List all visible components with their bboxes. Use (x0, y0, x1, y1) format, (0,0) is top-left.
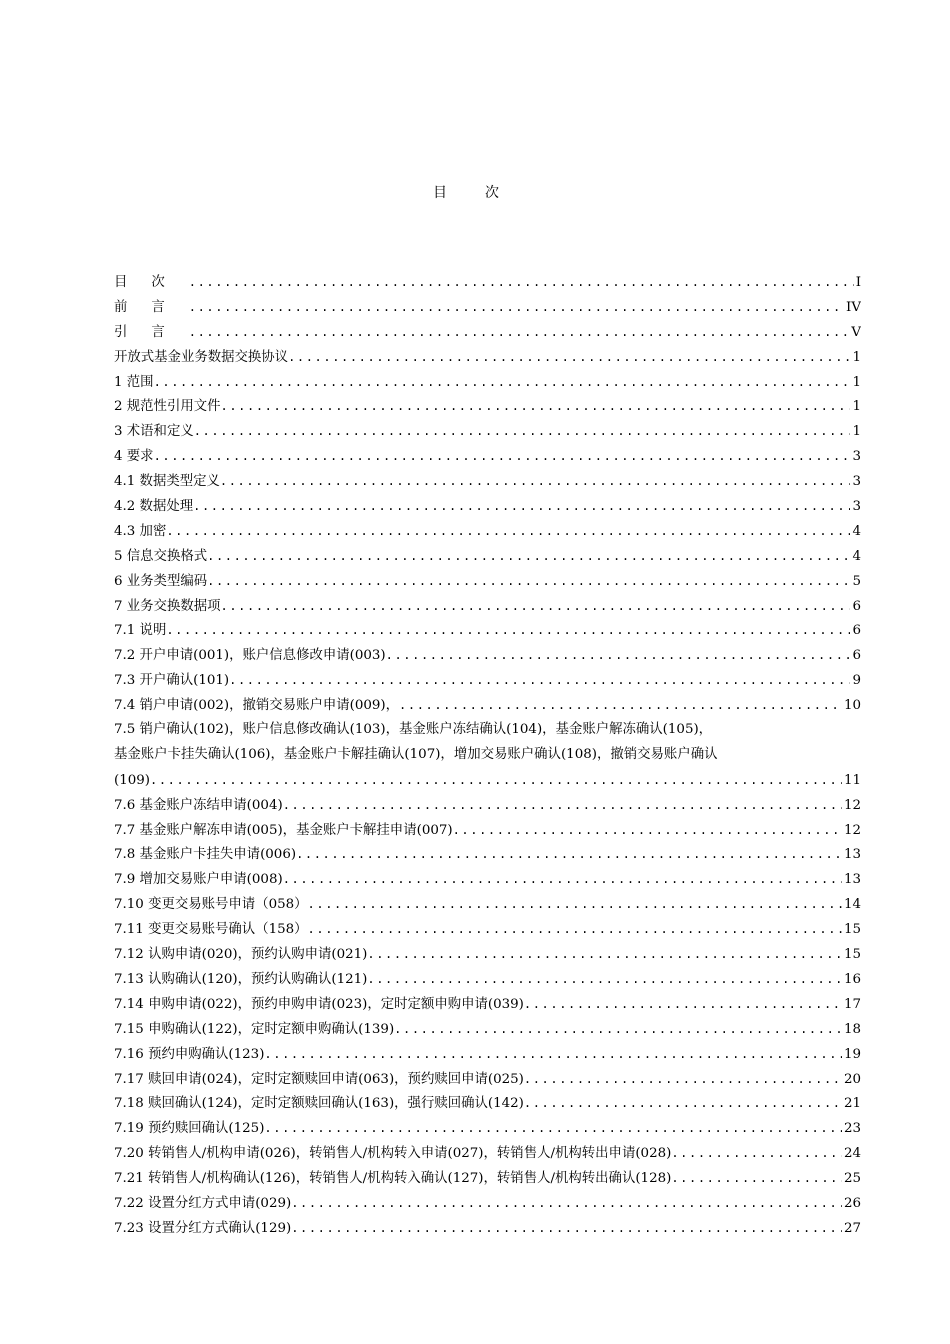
dot-leader (671, 1141, 842, 1166)
toc-entry-title: 7.7 基金账户解冻申请(005)，基金账户卡解挂申请(007) (114, 822, 453, 838)
toc-entry[interactable] (114, 1067, 861, 1092)
toc-entry-title: 7.21 转销售人/机构确认(126)，转销售人/机构转入确认(127)，转销售人/机构转出确认(128) (114, 1171, 672, 1187)
toc-entry-title: 7.3 开户确认(101) (114, 673, 230, 689)
dot-leader (264, 1116, 842, 1141)
toc-entry-page: 3 (852, 474, 861, 490)
toc-entry-page: 15 (843, 922, 861, 938)
toc-entry-title: 2 规范性引用文件 (114, 399, 221, 415)
dot-leader (229, 668, 850, 693)
toc-entry-title: 7.10 变更交易账号申请（058） (114, 897, 308, 913)
toc-entry-page: 11 (843, 772, 861, 788)
toc-entry-page: 1 (852, 349, 861, 365)
toc-entry-page: 12 (843, 822, 861, 838)
dot-leader (207, 544, 850, 569)
dot-leader (308, 892, 842, 917)
toc-entry-page: 4 (852, 523, 861, 539)
toc-entry-page: 1 (852, 399, 861, 415)
toc-entry-page: 3 (852, 499, 861, 515)
toc-entry[interactable] (114, 618, 861, 643)
toc-entry[interactable] (114, 544, 861, 569)
toc-entry[interactable] (114, 693, 861, 718)
toc-entry-title: 7.19 预约赎回确认(125) (114, 1121, 265, 1137)
toc-entry-page: 23 (843, 1121, 861, 1137)
toc-entry[interactable] (114, 818, 861, 843)
toc-entry-page: 4 (852, 548, 861, 564)
toc-entry-title: 前言 (114, 299, 189, 315)
toc-entry[interactable] (114, 370, 861, 395)
toc-entry[interactable] (114, 270, 861, 295)
toc-entry-title: 7 业务交换数据项 (114, 598, 221, 614)
toc-entry[interactable] (114, 643, 861, 668)
toc-entry-title: 5 信息交换格式 (114, 548, 208, 564)
toc-entry-page: 1 (852, 374, 861, 390)
toc-entry-title: 7.17 赎回申请(024)，定时定额赎回申请(063)，预约赎回申请(025) (114, 1071, 524, 1087)
dot-leader (524, 1067, 842, 1092)
dot-leader (308, 917, 842, 942)
toc-entry-line[interactable]: 7.5 销户确认(102)，账户信息修改确认(103)，基金账户冻结确认(104)，基金账户解冻确认(105)， (114, 722, 713, 738)
toc-entry[interactable] (114, 967, 861, 992)
toc-entry-title: 引言 (114, 324, 189, 340)
toc-entry-page: 5 (852, 573, 861, 589)
dot-leader (386, 643, 851, 668)
toc-entry-page: 6 (852, 598, 861, 614)
toc-entry-line[interactable]: 基金账户卡挂失确认(106)，基金账户卡解挂确认(107)，增加交易账户确认(108)，撤销交易账户确认 (114, 746, 718, 762)
toc-entry-page: 19 (843, 1046, 861, 1062)
toc-entry-title: 7.16 预约申购确认(123) (114, 1046, 265, 1062)
toc-entry[interactable] (114, 1191, 861, 1216)
toc-entry[interactable] (114, 569, 861, 594)
dot-leader (189, 270, 854, 295)
toc-entry[interactable] (114, 867, 861, 892)
toc-entry-title: 1 范围 (114, 374, 154, 390)
toc-entry-title: 7.15 申购确认(122)，定时定额申购确认(139) (114, 1021, 395, 1037)
dot-leader (367, 942, 842, 967)
toc-entry-title: 7.1 说明 (114, 623, 167, 639)
toc-entry-title: 7.18 赎回确认(124)，定时定额赎回确认(163)，强行赎回确认(142) (114, 1096, 524, 1112)
dot-leader (264, 1042, 842, 1067)
toc-entry[interactable] (114, 942, 861, 967)
toc-entry[interactable] (114, 419, 861, 444)
dot-leader (394, 1017, 842, 1042)
toc-entry[interactable] (114, 1141, 861, 1166)
toc-entry-title: 7.14 申购申请(022)，预约申购申请(023)，定时定额申购申请(039) (114, 996, 524, 1012)
toc-entry-page: 20 (843, 1071, 861, 1087)
toc-entry-title: 开放式基金业务数据交换协议 (114, 349, 289, 365)
toc-entry[interactable] (114, 1017, 861, 1042)
dot-leader (189, 295, 844, 320)
toc-entry-page: 21 (843, 1096, 861, 1112)
toc-entry-title: 7.4 销户申请(002)，撤销交易账户申请(009)， (114, 698, 400, 714)
toc-entry-page: 24 (843, 1146, 861, 1162)
toc-entry-title: 7.20 转销售人/机构申请(026)，转销售人/机构转入申请(027)，转销售人/机构转出申请(028) (114, 1146, 672, 1162)
toc-entry-title: 3 术语和定义 (114, 424, 194, 440)
toc-entry-page: 18 (843, 1021, 861, 1037)
toc-entry-page: 27 (843, 1220, 861, 1236)
dot-leader (367, 967, 842, 992)
dot-leader (524, 1091, 842, 1116)
dot-leader (154, 370, 851, 395)
toc-entry-title: 7.9 增加交易账户申请(008) (114, 872, 283, 888)
toc-entry-title: 4.1 数据类型定义 (114, 474, 220, 490)
toc-entry-title: (109) (114, 772, 151, 788)
toc-entry[interactable] (114, 892, 861, 917)
toc-entry-title: 7.6 基金账户冻结申请(004) (114, 797, 283, 813)
toc-entry[interactable] (114, 494, 861, 519)
toc-entry-title: 7.11 变更交易账号确认（158） (114, 922, 308, 938)
toc-entry[interactable] (114, 1216, 861, 1241)
toc-entry[interactable] (114, 345, 861, 370)
toc-entry-page: 1 (852, 424, 861, 440)
toc-entry-title: 7.23 设置分红方式确认(129) (114, 1220, 292, 1236)
dot-leader (221, 394, 851, 419)
toc-entry-page: 6 (852, 623, 861, 639)
toc-entry[interactable] (114, 295, 861, 320)
toc-entry-title: 4 要求 (114, 449, 154, 465)
page-heading: 目次 (433, 185, 537, 201)
toc-entry[interactable] (114, 793, 861, 818)
dot-leader (671, 1166, 842, 1191)
dot-leader (220, 469, 851, 494)
toc-entry[interactable] (114, 469, 861, 494)
toc-entry-title: 7.12 认购申请(020)，预约认购申请(021) (114, 947, 368, 963)
toc-entry-title: 目次 (114, 275, 189, 290)
dot-leader (207, 569, 850, 594)
dot-leader (150, 768, 842, 793)
dot-leader (288, 345, 850, 370)
dot-leader (221, 594, 851, 619)
dot-leader (524, 992, 842, 1017)
dot-leader (283, 867, 842, 892)
toc-entry-page: 10 (843, 698, 861, 714)
toc-entry[interactable] (114, 842, 861, 867)
dot-leader (453, 818, 842, 843)
toc-entry[interactable] (114, 444, 861, 469)
toc-entry-page: 13 (843, 872, 861, 888)
toc-entry-page: V (851, 324, 861, 340)
toc-entry[interactable] (114, 320, 861, 345)
toc-entry-title: 7.8 基金账户卡挂失申请(006) (114, 847, 297, 863)
toc-entry[interactable] (114, 394, 861, 419)
toc-entry-title: 4.2 数据处理 (114, 499, 194, 515)
toc-entry[interactable] (114, 1116, 861, 1141)
toc-entry-page: 14 (843, 897, 861, 913)
toc-entry[interactable] (114, 1042, 861, 1067)
toc-entry-page: I (855, 275, 861, 290)
toc-entry-page: 25 (843, 1171, 861, 1187)
toc-entry[interactable] (114, 668, 861, 693)
dot-leader (189, 320, 850, 345)
toc-entry[interactable] (114, 992, 861, 1017)
toc-entry-page: 16 (843, 971, 861, 987)
dot-leader (291, 1216, 842, 1241)
toc-entry-page: 13 (843, 847, 861, 863)
toc-entry[interactable] (114, 768, 861, 793)
toc-entry[interactable] (114, 1166, 861, 1191)
dot-leader (399, 693, 842, 718)
toc-entry-title: 7.22 设置分红方式申请(029) (114, 1195, 292, 1211)
toc-entry[interactable] (114, 1091, 861, 1116)
toc-entry-page: 26 (843, 1195, 861, 1211)
dot-leader (166, 618, 850, 643)
dot-leader (194, 419, 851, 444)
dot-leader (283, 793, 842, 818)
toc-entry-page: 6 (852, 648, 861, 664)
dot-leader (296, 842, 842, 867)
toc-entry-page: 9 (852, 673, 861, 689)
toc-entry-title: 6 业务类型编码 (114, 573, 208, 589)
toc-entry-page: 12 (843, 797, 861, 813)
toc-entry-page: 17 (843, 996, 861, 1012)
toc-entry-title: 7.2 开户申请(001)，账户信息修改申请(003) (114, 648, 386, 664)
dot-leader (291, 1191, 842, 1216)
dot-leader (154, 444, 851, 469)
toc-entry[interactable] (114, 519, 861, 544)
dot-leader (166, 519, 850, 544)
toc-entry-page: 3 (852, 449, 861, 465)
toc-entry[interactable] (114, 594, 861, 619)
dot-leader (193, 494, 850, 519)
toc-entry-title: 7.13 认购确认(120)，预约认购确认(121) (114, 971, 368, 987)
table-of-contents (114, 270, 861, 1241)
toc-entry-page: IV (846, 299, 861, 315)
toc-entry[interactable] (114, 917, 861, 942)
toc-entry-page: 15 (843, 947, 861, 963)
toc-entry-title: 4.3 加密 (114, 523, 167, 539)
